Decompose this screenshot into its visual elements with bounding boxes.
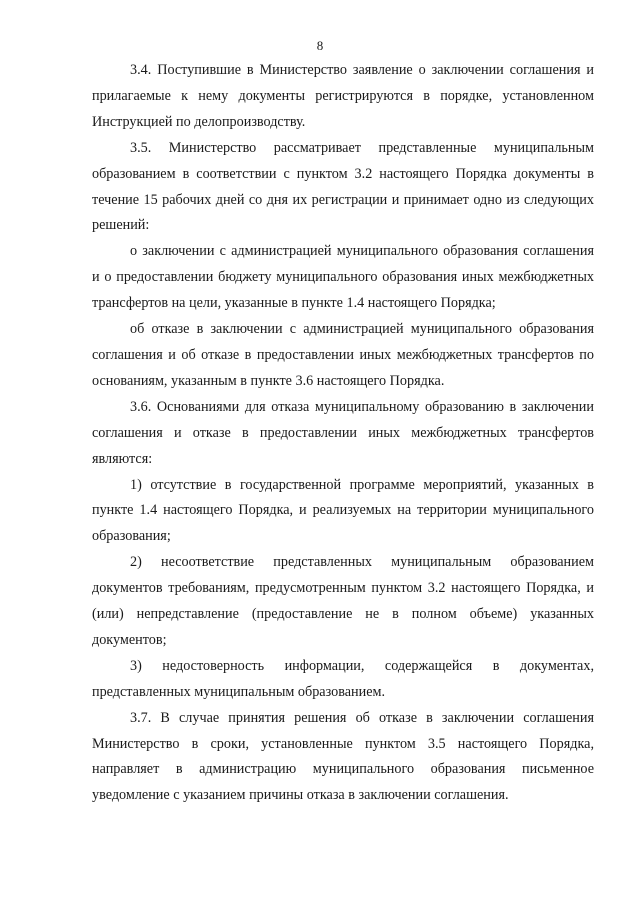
paragraph-3-7: 3.7. В случае принятия решения об отказе в заключении соглашения Министерство в сроки, установленные пунктом 3.5 настоящего Порядка, направляет в администрацию муниципального образования письменное уведомление с указанием причины отказа в заключении соглашения. — [92, 709, 594, 804]
document-body — [92, 58, 594, 809]
paragraph-ground-2: 2) несоответствие представленных муниципальным образованием документов требованиям, предусмотренным пунктом 3.2 настоящего Порядка, и (или) непредставление (предоставление не в полном объеме) указанных документов; — [92, 554, 594, 648]
paragraph-3-6: 3.6. Основаниями для отказа муниципальному образованию в заключении соглашения и отказе в предоставлении иных межбюджетных трансфертов являются: — [92, 398, 594, 467]
paragraph-decision-conclude: о заключении с администрацией муниципального образования соглашения и о предоставлении бюджету муниципального образования иных межбюджетных трансфертов на цели, указанные в пункте 1.4 настоящего Порядка; — [92, 243, 594, 312]
paragraph-decision-refuse: об отказе в заключении с администрацией муниципального образования соглашения и об отказе в предоставлении иных межбюджетных трансфертов по основаниям, указанным в пункте 3.6 настоящего Порядка. — [92, 321, 594, 389]
paragraph-ground-3: 3) недостоверность информации, содержащейся в документах, представленных муниципальным образованием. — [92, 657, 594, 700]
page-number: 8 — [316, 38, 324, 53]
paragraph-3-5: 3.5. Министерство рассматривает представленные муниципальным образованием в соответствии с пунктом 3.2 настоящего Порядка документы в течение 15 рабочих дней со дня их регистрации и принимает одно из следующих решений: — [92, 139, 594, 234]
paragraph-3-4: 3.4. Поступившие в Министерство заявление о заключении соглашения и прилагаемые к нему документы регистрируются в порядке, установленном Инструкцией по делопроизводству. — [92, 62, 594, 130]
paragraph-ground-1: 1) отсутствие в государственной программе мероприятий, указанных в пункте 1.4 настоящего Порядка, и реализуемых на территории муниципального образования; — [92, 476, 594, 545]
